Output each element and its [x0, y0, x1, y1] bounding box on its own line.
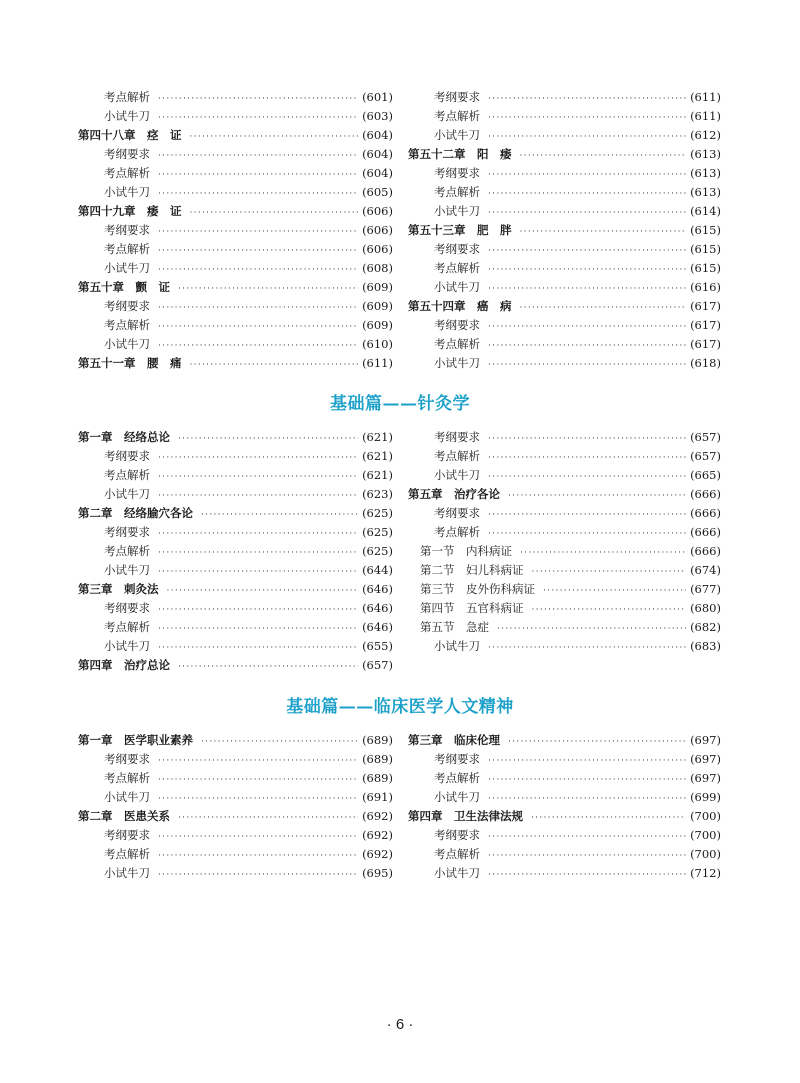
- toc-entry-title: 考点解析: [104, 771, 150, 785]
- dot-leader: [158, 185, 358, 204]
- toc-entry-page: (697): [690, 733, 721, 747]
- toc-subentry[interactable]: [408, 428, 721, 447]
- toc-subentry[interactable]: [78, 164, 393, 183]
- toc-entry-page: (606): [362, 242, 393, 256]
- toc-entry-title: 考点解析: [104, 620, 150, 634]
- toc-entry-title: 第三节 皮外伤科病证: [420, 582, 535, 596]
- toc-entry-title: 考点解析: [104, 90, 150, 104]
- section-heading-humanities: 基础篇——临床医学人文精神: [286, 697, 514, 717]
- dot-leader: [508, 487, 686, 506]
- toc-column-left: [78, 731, 393, 883]
- toc-entry-page: (697): [690, 771, 721, 785]
- toc-entry-page: (603): [362, 109, 393, 123]
- toc-entry-page: (712): [690, 866, 721, 880]
- toc-entry-page: (615): [690, 261, 721, 275]
- toc-entry-page: (621): [362, 449, 393, 463]
- dot-leader: [532, 563, 687, 582]
- toc-entry-page: (609): [362, 299, 393, 313]
- dot-leader: [508, 733, 686, 752]
- page-number: · 6 ·: [386, 1016, 414, 1033]
- dot-leader: [167, 582, 359, 601]
- toc-subentry[interactable]: [78, 845, 393, 864]
- toc-entry-title: 第二节 妇儿科病证: [420, 563, 524, 577]
- toc-entry-page: (674): [690, 563, 721, 577]
- dot-leader: [488, 525, 686, 544]
- toc-subentry[interactable]: [408, 183, 721, 202]
- toc-entry-title: 小试牛刀: [104, 337, 150, 351]
- dot-leader: [158, 601, 358, 620]
- toc-entry-title: 第一章 医学职业素养: [78, 733, 193, 747]
- toc-entry-page: (680): [690, 601, 721, 615]
- dot-leader: [488, 90, 686, 109]
- dot-leader: [520, 299, 687, 318]
- toc-entry-page: (604): [362, 166, 393, 180]
- dot-leader: [488, 318, 686, 337]
- toc-subentry[interactable]: [78, 447, 393, 466]
- toc-entry-page: (646): [362, 620, 393, 634]
- toc-entry-page: (692): [362, 828, 393, 842]
- toc-entry-page: (666): [690, 506, 721, 520]
- toc-column-left: [78, 428, 393, 675]
- toc-subentry[interactable]: [78, 826, 393, 845]
- toc-chapter-entry[interactable]: [78, 731, 393, 750]
- toc-entry-page: (617): [690, 318, 721, 332]
- toc-entry-title: 考点解析: [104, 318, 150, 332]
- toc-entry-title: 小试牛刀: [434, 280, 480, 294]
- toc-subentry[interactable]: [78, 864, 393, 883]
- toc-entry-title: 考纲要求: [434, 242, 480, 256]
- toc-entry-page: (609): [362, 280, 393, 294]
- dot-leader: [158, 544, 358, 563]
- toc-entry-page: (623): [362, 487, 393, 501]
- dot-leader: [158, 639, 358, 658]
- toc-entry-page: (606): [362, 204, 393, 218]
- toc-entry-title: 小试牛刀: [104, 261, 150, 275]
- toc-entry-title: 考纲要求: [434, 166, 480, 180]
- dot-leader: [158, 771, 358, 790]
- dot-leader: [158, 147, 358, 166]
- toc-entry-title: 考纲要求: [434, 506, 480, 520]
- toc-entry-title: 第五十一章 腰 痛: [78, 356, 182, 370]
- toc-entry-page: (695): [362, 866, 393, 880]
- toc-subentry[interactable]: [408, 240, 721, 259]
- toc-entry-title: 第四十九章 痿 证: [78, 204, 182, 218]
- dot-leader: [520, 223, 687, 242]
- toc-subentry[interactable]: [78, 183, 393, 202]
- toc-chapter-entry[interactable]: [78, 278, 393, 297]
- dot-leader: [488, 752, 686, 771]
- dot-leader: [201, 733, 358, 752]
- toc-subentry[interactable]: [408, 447, 721, 466]
- toc-entry-title: 小试牛刀: [104, 639, 150, 653]
- toc-entry-page: (689): [362, 733, 393, 747]
- toc-subentry[interactable]: [78, 259, 393, 278]
- toc-entry-title: 小试牛刀: [434, 468, 480, 482]
- toc-entry-page: (692): [362, 847, 393, 861]
- toc-subentry[interactable]: [408, 126, 721, 145]
- toc-entry-title: 小试牛刀: [434, 790, 480, 804]
- toc-entry-page: (617): [690, 299, 721, 313]
- toc-chapter-entry[interactable]: [408, 221, 721, 240]
- toc-entry-page: (608): [362, 261, 393, 275]
- toc-column-right: [408, 731, 721, 883]
- toc-entry-page: (700): [690, 847, 721, 861]
- toc-chapter-entry[interactable]: [78, 354, 393, 373]
- toc-entry-page: (621): [362, 430, 393, 444]
- toc-entry-title: 考纲要求: [104, 223, 150, 237]
- toc-entry-title: 考纲要求: [104, 828, 150, 842]
- dot-leader: [488, 337, 686, 356]
- toc-entry-title: 小试牛刀: [434, 356, 480, 370]
- dot-leader: [488, 771, 686, 790]
- toc-chapter-entry[interactable]: [78, 126, 393, 145]
- dot-leader: [158, 90, 358, 109]
- toc-entry-title: 小试牛刀: [104, 866, 150, 880]
- toc-entry-page: (625): [362, 544, 393, 558]
- toc-entry-title: 第五十章 颤 证: [78, 280, 170, 294]
- toc-column-left: [78, 88, 393, 373]
- toc-chapter-entry[interactable]: [408, 485, 721, 504]
- dot-leader: [488, 128, 686, 147]
- dot-leader: [488, 166, 686, 185]
- toc-entry-page: (609): [362, 318, 393, 332]
- toc-entry-title: 考点解析: [104, 468, 150, 482]
- dot-leader: [543, 582, 686, 601]
- toc-entry-title: 第四十八章 痉 证: [78, 128, 182, 142]
- toc-entry-title: 考纲要求: [434, 828, 480, 842]
- dot-leader: [158, 620, 358, 639]
- toc-subentry[interactable]: [408, 259, 721, 278]
- toc-entry-title: 第四章 卫生法律法规: [408, 809, 523, 823]
- dot-leader: [488, 639, 686, 658]
- toc-entry-title: 考纲要求: [104, 601, 150, 615]
- toc-entry-page: (699): [690, 790, 721, 804]
- toc-entry-title: 第五十三章 肥 胖: [408, 223, 512, 237]
- toc-entry-page: (625): [362, 506, 393, 520]
- dot-leader: [488, 280, 686, 299]
- toc-entry-page: (610): [362, 337, 393, 351]
- toc-entry-page: (615): [690, 242, 721, 256]
- section-heading-acupuncture: 基础篇——针灸学: [330, 394, 470, 414]
- toc-section-entry[interactable]: [408, 618, 721, 637]
- toc-subentry[interactable]: [78, 788, 393, 807]
- toc-subentry[interactable]: [408, 316, 721, 335]
- dot-leader: [158, 242, 358, 261]
- toc-entry-page: (657): [690, 430, 721, 444]
- toc-entry-page: (666): [690, 544, 721, 558]
- toc-entry-page: (614): [690, 204, 721, 218]
- dot-leader: [158, 752, 358, 771]
- toc-subentry[interactable]: [78, 145, 393, 164]
- toc-entry-title: 第三章 刺灸法: [78, 582, 159, 596]
- toc-subentry[interactable]: [408, 845, 721, 864]
- toc-entry-title: 小试牛刀: [104, 563, 150, 577]
- toc-entry-page: (700): [690, 809, 721, 823]
- toc-entry-page: (605): [362, 185, 393, 199]
- toc-entry-title: 考点解析: [434, 847, 480, 861]
- toc-entry-page: (697): [690, 752, 721, 766]
- toc-chapter-entry[interactable]: [78, 580, 393, 599]
- toc-subentry[interactable]: [408, 864, 721, 883]
- toc-entry-page: (616): [690, 280, 721, 294]
- toc-entry-title: 考点解析: [104, 166, 150, 180]
- toc-section-entry[interactable]: [408, 580, 721, 599]
- toc-entry-page: (657): [690, 449, 721, 463]
- toc-entry-title: 第五十二章 阳 痿: [408, 147, 512, 161]
- toc-subentry[interactable]: [408, 504, 721, 523]
- dot-leader: [488, 506, 686, 525]
- toc-entry-title: 考纲要求: [104, 525, 150, 539]
- dot-leader: [190, 356, 359, 375]
- dot-leader: [488, 468, 686, 487]
- toc-entry-page: (692): [362, 809, 393, 823]
- toc-entry-title: 第四章 治疗总论: [78, 658, 170, 672]
- dot-leader: [158, 847, 358, 866]
- toc-entry-page: (611): [362, 356, 393, 370]
- toc-chapter-entry[interactable]: [78, 656, 393, 675]
- toc-subentry[interactable]: [78, 466, 393, 485]
- toc-entry-title: 小试牛刀: [104, 487, 150, 501]
- dot-leader: [178, 430, 358, 449]
- toc-entry-title: 小试牛刀: [104, 790, 150, 804]
- toc-section-entry[interactable]: [408, 561, 721, 580]
- dot-leader: [488, 261, 686, 280]
- dot-leader: [158, 299, 358, 318]
- toc-entry-page: (617): [690, 337, 721, 351]
- toc-subentry[interactable]: [408, 107, 721, 126]
- dot-leader: [488, 449, 686, 468]
- dot-leader: [158, 337, 358, 356]
- toc-entry-page: (677): [690, 582, 721, 596]
- toc-section-entry[interactable]: [408, 599, 721, 618]
- toc-entry-title: 考纲要求: [434, 90, 480, 104]
- toc-entry-page: (613): [690, 166, 721, 180]
- toc-entry-page: (657): [362, 658, 393, 672]
- dot-leader: [158, 525, 358, 544]
- dot-leader: [178, 658, 358, 677]
- toc-subentry[interactable]: [408, 354, 721, 373]
- toc-entry-title: 小试牛刀: [104, 109, 150, 123]
- dot-leader: [488, 204, 686, 223]
- toc-entry-title: 考点解析: [434, 771, 480, 785]
- toc-entry-title: 小试牛刀: [434, 128, 480, 142]
- dot-leader: [488, 109, 686, 128]
- toc-entry-page: (666): [690, 525, 721, 539]
- toc-entry-title: 考点解析: [434, 185, 480, 199]
- toc-entry-title: 第四节 五官科病证: [420, 601, 524, 615]
- dot-leader: [158, 261, 358, 280]
- toc-column-right: [408, 88, 721, 373]
- toc-chapter-entry[interactable]: [78, 428, 393, 447]
- toc-chapter-entry[interactable]: [78, 202, 393, 221]
- toc-subentry[interactable]: [78, 523, 393, 542]
- toc-chapter-entry[interactable]: [78, 504, 393, 523]
- toc-entry-page: (644): [362, 563, 393, 577]
- dot-leader: [488, 430, 686, 449]
- toc-subentry[interactable]: [78, 599, 393, 618]
- toc-chapter-entry[interactable]: [408, 145, 721, 164]
- toc-entry-title: 小试牛刀: [104, 185, 150, 199]
- toc-entry-page: (625): [362, 525, 393, 539]
- toc-entry-page: (604): [362, 128, 393, 142]
- toc-entry-title: 考点解析: [434, 337, 480, 351]
- toc-subentry[interactable]: [78, 297, 393, 316]
- toc-subentry[interactable]: [408, 278, 721, 297]
- dot-leader: [158, 449, 358, 468]
- toc-subentry[interactable]: [408, 637, 721, 656]
- toc-entry-page: (615): [690, 223, 721, 237]
- toc-entry-title: 考点解析: [434, 109, 480, 123]
- dot-leader: [158, 166, 358, 185]
- toc-entry-title: 考点解析: [434, 449, 480, 463]
- toc-subentry[interactable]: [78, 221, 393, 240]
- toc-subentry[interactable]: [78, 485, 393, 504]
- toc-subentry[interactable]: [78, 88, 393, 107]
- toc-column-right: [408, 428, 721, 656]
- toc-entry-page: (689): [362, 752, 393, 766]
- toc-entry-title: 第一节 内科病证: [420, 544, 512, 558]
- toc-subentry[interactable]: [408, 164, 721, 183]
- toc-chapter-entry[interactable]: [78, 807, 393, 826]
- toc-subentry[interactable]: [408, 788, 721, 807]
- toc-subentry[interactable]: [78, 107, 393, 126]
- toc-entry-title: 第五节 急症: [420, 620, 489, 634]
- toc-entry-title: 第五十四章 癌 病: [408, 299, 512, 313]
- dot-leader: [488, 866, 686, 885]
- toc-entry-title: 考点解析: [434, 261, 480, 275]
- dot-leader: [158, 563, 358, 582]
- toc-entry-page: (612): [690, 128, 721, 142]
- dot-leader: [158, 318, 358, 337]
- toc-entry-title: 考纲要求: [434, 752, 480, 766]
- toc-entry-title: 考点解析: [104, 242, 150, 256]
- toc-section-entry[interactable]: [408, 542, 721, 561]
- toc-entry-title: 第二章 医患关系: [78, 809, 170, 823]
- dot-leader: [488, 356, 686, 375]
- toc-entry-title: 考点解析: [434, 525, 480, 539]
- dot-leader: [158, 223, 358, 242]
- toc-entry-title: 考点解析: [104, 544, 150, 558]
- toc-entry-title: 考纲要求: [104, 299, 150, 313]
- toc-entry-page: (655): [362, 639, 393, 653]
- dot-leader: [158, 468, 358, 487]
- toc-entry-page: (682): [690, 620, 721, 634]
- toc-entry-title: 考纲要求: [434, 318, 480, 332]
- dot-leader: [520, 544, 686, 563]
- toc-entry-title: 第一章 经络总论: [78, 430, 170, 444]
- toc-entry-page: (613): [690, 185, 721, 199]
- toc-entry-title: 第五章 治疗各论: [408, 487, 500, 501]
- toc-subentry[interactable]: [78, 637, 393, 656]
- toc-subentry[interactable]: [408, 769, 721, 788]
- toc-entry-page: (700): [690, 828, 721, 842]
- toc-subentry[interactable]: [408, 750, 721, 769]
- dot-leader: [497, 620, 686, 639]
- toc-chapter-entry[interactable]: [408, 807, 721, 826]
- toc-entry-title: 考纲要求: [104, 147, 150, 161]
- toc-entry-page: (611): [690, 109, 721, 123]
- toc-entry-title: 小试牛刀: [434, 866, 480, 880]
- toc-subentry[interactable]: [408, 335, 721, 354]
- toc-chapter-entry[interactable]: [408, 731, 721, 750]
- dot-leader: [158, 109, 358, 128]
- toc-entry-title: 小试牛刀: [434, 639, 480, 653]
- toc-entry-title: 小试牛刀: [434, 204, 480, 218]
- toc-entry-page: (606): [362, 223, 393, 237]
- toc-entry-page: (613): [690, 147, 721, 161]
- dot-leader: [488, 847, 686, 866]
- dot-leader: [520, 147, 687, 166]
- toc-subentry[interactable]: [408, 466, 721, 485]
- toc-entry-title: 考纲要求: [104, 752, 150, 766]
- dot-leader: [158, 866, 358, 885]
- toc-entry-page: (621): [362, 468, 393, 482]
- dot-leader: [178, 809, 358, 828]
- toc-subentry[interactable]: [408, 88, 721, 107]
- toc-entry-page: (601): [362, 90, 393, 104]
- dot-leader: [488, 185, 686, 204]
- toc-entry-title: 第二章 经络腧穴各论: [78, 506, 193, 520]
- dot-leader: [190, 128, 359, 147]
- dot-leader: [201, 506, 358, 525]
- dot-leader: [532, 601, 687, 620]
- toc-subentry[interactable]: [78, 561, 393, 580]
- toc-entry-page: (646): [362, 601, 393, 615]
- toc-subentry[interactable]: [408, 826, 721, 845]
- toc-entry-page: (683): [690, 639, 721, 653]
- toc-entry-title: 第三章 临床伦理: [408, 733, 500, 747]
- toc-entry-page: (689): [362, 771, 393, 785]
- dot-leader: [178, 280, 358, 299]
- toc-entry-page: (618): [690, 356, 721, 370]
- toc-entry-page: (611): [690, 90, 721, 104]
- toc-chapter-entry[interactable]: [408, 297, 721, 316]
- toc-subentry[interactable]: [78, 769, 393, 788]
- toc-entry-page: (604): [362, 147, 393, 161]
- toc-subentry[interactable]: [408, 523, 721, 542]
- dot-leader: [158, 828, 358, 847]
- toc-subentry[interactable]: [78, 542, 393, 561]
- dot-leader: [158, 790, 358, 809]
- toc-entry-page: (691): [362, 790, 393, 804]
- dot-leader: [190, 204, 359, 223]
- toc-subentry[interactable]: [78, 335, 393, 354]
- toc-subentry[interactable]: [78, 750, 393, 769]
- toc-subentry[interactable]: [408, 202, 721, 221]
- dot-leader: [488, 242, 686, 261]
- toc-entry-page: (666): [690, 487, 721, 501]
- toc-entry-page: (665): [690, 468, 721, 482]
- toc-entry-title: 考纲要求: [104, 449, 150, 463]
- dot-leader: [531, 809, 686, 828]
- toc-subentry[interactable]: [78, 316, 393, 335]
- toc-entry-title: 考纲要求: [434, 430, 480, 444]
- toc-entry-page: (646): [362, 582, 393, 596]
- toc-subentry[interactable]: [78, 618, 393, 637]
- toc-entry-title: 考点解析: [104, 847, 150, 861]
- dot-leader: [488, 828, 686, 847]
- toc-subentry[interactable]: [78, 240, 393, 259]
